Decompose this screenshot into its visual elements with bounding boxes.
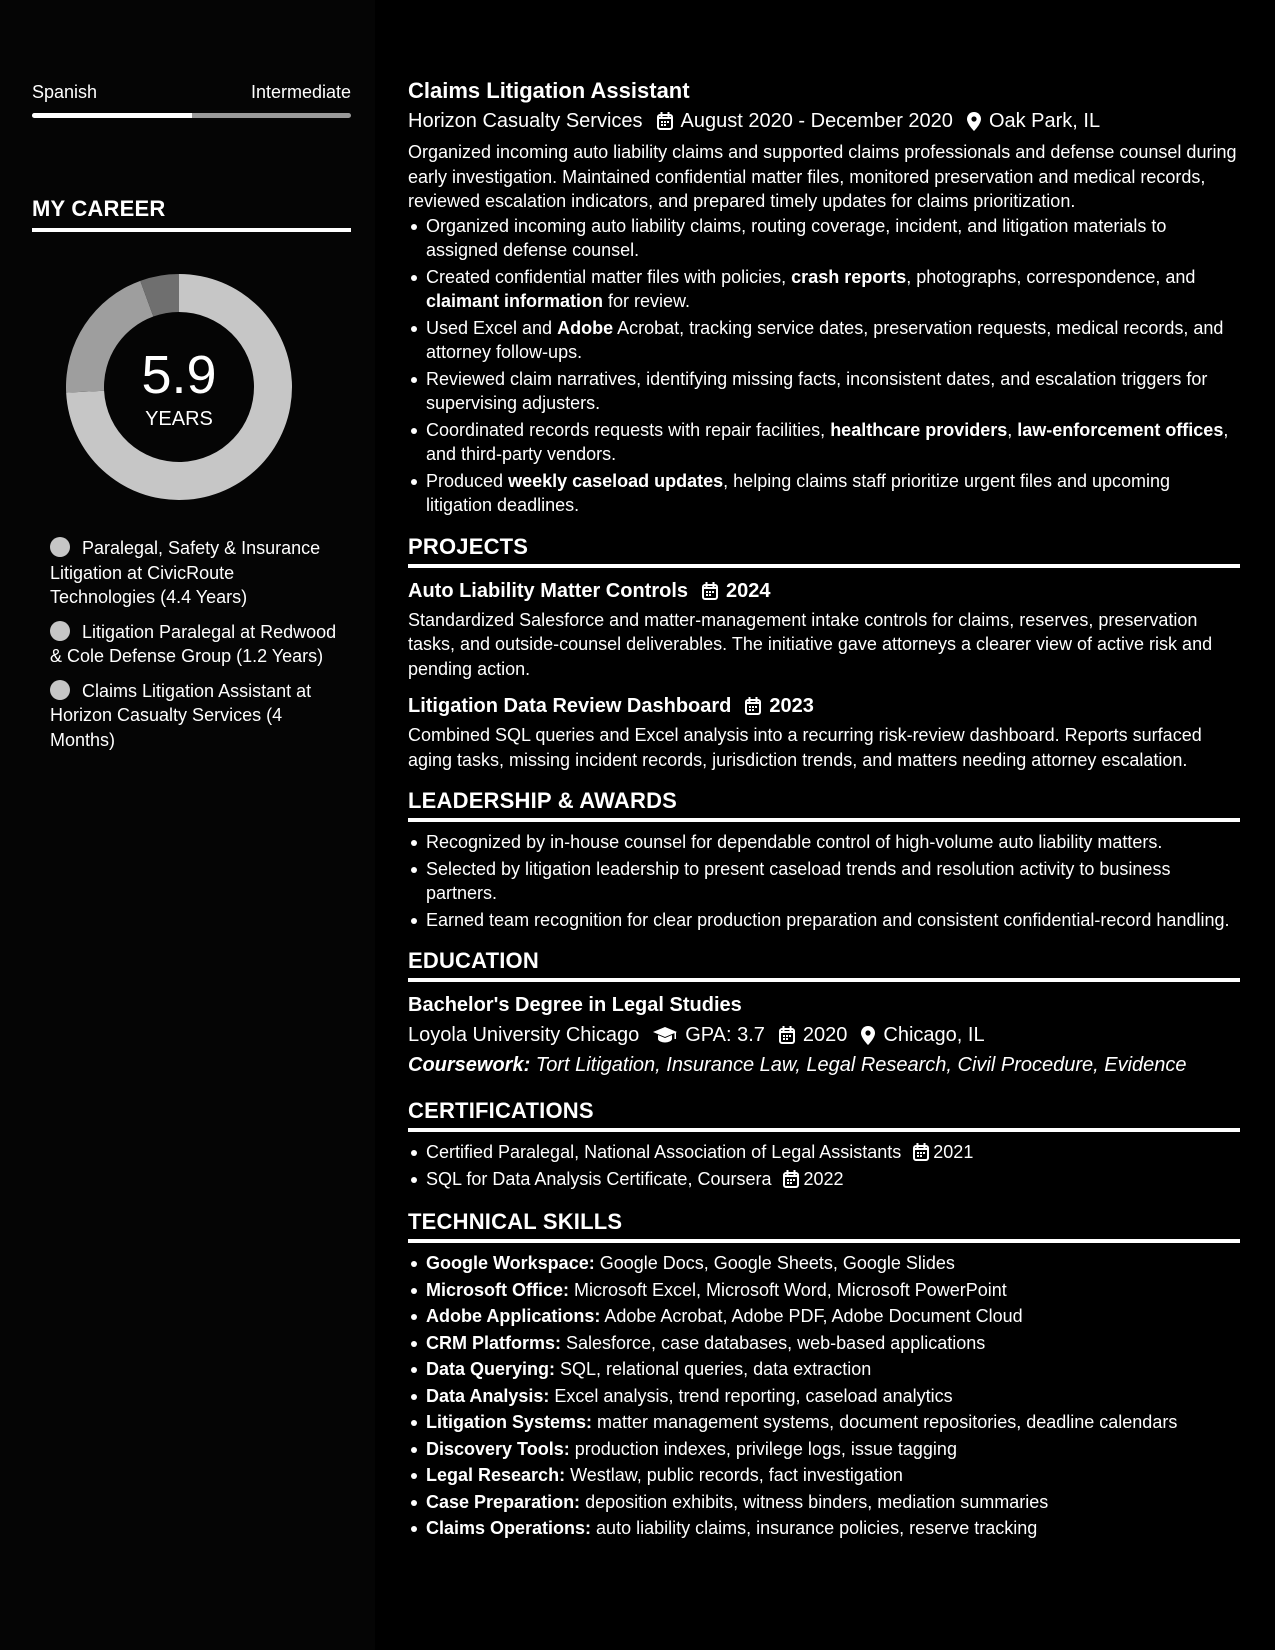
calendar-icon [783,1170,799,1188]
section-rule [408,1128,1240,1132]
education-heading: EDUCATION [408,948,539,973]
skills-heading: TECHNICAL SKILLS [408,1209,623,1234]
language-name: Spanish [32,82,98,102]
career-donut [66,274,292,500]
skill-item [426,1304,1240,1329]
job-bullet-text: Coordinated records requests with repair facilities, [426,419,831,440]
skill-value: matter management systems, document repositories, deadline calendars [592,1412,1178,1432]
job-summary: Organized incoming auto liability claims and supported claims professionals and defense counsel during early investigation. Maintained confidential matter files, monitored preservation and medical records, reviewed escalation indicators, and prepared timely updates for claims prioritization. [408,142,1237,211]
skill-item [426,1437,1240,1462]
degree-title: Bachelor's Degree in Legal Studies [408,994,742,1016]
job-dates: August 2020 - December 2020 [680,110,953,132]
skill-label: Discovery Tools: [426,1438,570,1459]
job-location: Oak Park, IL [988,110,1101,132]
job-bullet [426,367,1240,416]
skill-label: Legal Research: [426,1465,566,1485]
job-bullet-text: Organized incoming auto liability claims, routing coverage, incident, and litigation materials to assigned defense counsel. [426,215,1167,260]
project-year: 2024 [726,579,771,602]
bullet-dot-icon [50,680,70,700]
leadership-list [408,830,1240,932]
skill-label: Data Analysis: [426,1385,550,1406]
skill-item [426,1278,1240,1303]
skill-value: Adobe Acrobat, Adobe PDF, Adobe Document Cloud [600,1306,1023,1326]
project-description: Combined SQL queries and Excel analysis into a recurring risk-review dashboard. Reports surfaced aging tasks, missing incident records, jurisdiction trends, and matters needing attorney escalation. [408,725,1202,770]
job-bullet [426,214,1240,263]
project-title: Litigation Data Review Dashboard [408,695,732,717]
skill-label: Claims Operations: [426,1518,592,1538]
skill-label: Microsoft Office: [426,1279,570,1300]
skill-value: Microsoft Excel, Microsoft Word, Microsoft PowerPoint [569,1279,1007,1300]
job-meta [408,106,1240,136]
job-bullet [426,469,1240,518]
skill-value: Salesforce, case databases, web-based applications [561,1332,986,1353]
job-bullet [426,316,1240,365]
career-total-years: 5.9 [141,345,217,405]
skills-list [408,1251,1240,1541]
skill-item [426,1490,1240,1515]
certification-year: 2021 [933,1142,974,1162]
skill-item [426,1516,1240,1541]
career-item-text: Litigation Paralegal at Redwood & Cole Defense Group (1.2 Years) [50,621,337,666]
skill-value: production indexes, privilege logs, issue tagging [569,1438,957,1459]
sidebar [0,0,375,1650]
project-title-row [408,576,1240,606]
job-bullet-emphasis: claimant information [426,291,604,311]
calendar-icon [745,697,761,715]
leadership-item: Selected by litigation leadership to present caseload trends and resolution activity to business partners. [426,857,1240,906]
job-bullet [426,265,1240,314]
main-content [408,76,1240,1543]
calendar-icon [702,582,718,600]
skill-label: Data Querying: [426,1359,556,1379]
education-section [408,946,1240,1080]
job-bullet [426,418,1240,467]
certification-item [426,1140,1240,1165]
calendar-icon [779,1026,795,1044]
bullet-dot-icon [50,537,70,557]
skills-section [408,1207,1240,1541]
skill-item [426,1251,1240,1276]
job-bullet-text: , [1007,419,1018,440]
leadership-item: Earned team recognition for clear production preparation and consistent confidential-record handling. [426,908,1240,933]
skill-label: Litigation Systems: [426,1412,593,1432]
education-gpa: GPA: 3.7 [685,1024,765,1046]
job-bullet-emphasis: Adobe [557,317,614,338]
section-rule [408,1239,1240,1243]
certifications-list [408,1140,1240,1191]
certification-item [426,1167,1240,1192]
project-title-row [408,691,1240,721]
career-heading [32,196,351,232]
language-level: Intermediate [250,82,351,102]
job-bullet-text: Produced [426,470,509,491]
job-bullet-text: , helping claims staff prioritize urgent files and upcoming litigation deadlines. [426,470,1171,515]
skill-label: Adobe Applications: [426,1306,601,1326]
project-item [408,576,1240,682]
skill-value: deposition exhibits, witness binders, mediation summaries [580,1491,1049,1512]
skill-value: Westlaw, public records, fact investigation [565,1465,903,1485]
language-skill [32,82,351,122]
leadership-heading: LEADERSHIP & AWARDS [408,788,678,813]
coursework-list: Tort Litigation, Insurance Law, Legal Research, Civil Procedure, Evidence [530,1054,1187,1076]
section-rule [408,818,1240,822]
job-bullet-text: , and third-party vendors. [426,419,1229,464]
career-item [50,536,340,610]
job-bullet-emphasis: law-enforcement offices [1017,419,1224,440]
career-heading-text: MY CAREER [32,196,166,221]
graduation-cap-icon [653,1026,677,1044]
project-item [408,691,1240,772]
job-bullet-text: , photographs, correspondence, and [906,266,1196,287]
school-name: Loyola University Chicago [408,1024,640,1046]
career-item [50,679,340,753]
skill-value: Google Docs, Google Sheets, Google Slides [594,1253,955,1273]
skill-item [426,1357,1240,1382]
skill-value: Excel analysis, trend reporting, caseload analytics [549,1385,953,1406]
career-heading-rule [32,228,351,232]
skill-label: Case Preparation: [426,1491,581,1512]
leadership-item: Recognized by in-house counsel for dependable control of high-volume auto liability matters. [426,830,1240,855]
job-bullet-text: Reviewed claim narratives, identifying missing facts, inconsistent dates, and escalation triggers for supervising adjusters. [426,368,1208,413]
skill-item [426,1463,1240,1488]
bullet-dot-icon [50,621,70,641]
job-bullet-text: Used Excel and [426,317,558,338]
projects-section [408,532,1240,773]
job-bullet-text: Acrobat, tracking service dates, preservation requests, medical records, and attorney follow-ups. [426,317,1224,362]
coursework [408,1050,1240,1080]
skill-item [426,1331,1240,1356]
education-year: 2020 [802,1024,848,1046]
location-pin-icon [967,112,981,131]
skill-value: auto liability claims, insurance policies, reserve tracking [591,1518,1038,1538]
skill-item [426,1384,1240,1409]
job-bullet-emphasis: crash reports [791,266,907,287]
coursework-label: Coursework: [408,1054,531,1076]
language-proficiency-bar [32,113,351,118]
education-meta [408,1020,1240,1050]
leadership-section [408,786,1240,932]
job-bullets [408,214,1240,518]
job-bullet-text: for review. [603,291,691,311]
career-item-text: Paralegal, Safety & Insurance Litigation at CivicRoute Technologies (4.4 Years) [50,538,321,607]
certification-name: Certified Paralegal, National Association of Legal Assistants [426,1142,902,1162]
job-company: Horizon Casualty Services [408,110,643,132]
career-item [50,620,340,669]
job-bullet-emphasis: weekly caseload updates [508,470,724,491]
career-item-text: Claims Litigation Assistant at Horizon Casualty Services (4 Months) [50,680,312,750]
education-location: Chicago, IL [883,1024,985,1046]
location-pin-icon [861,1026,875,1045]
project-title: Auto Liability Matter Controls [408,579,688,602]
project-description: Standardized Salesforce and matter-management intake controls for claims, reserves, preservation tasks, and outside-counsel deliverables. The initiative gave attorneys a clearer view of active risk and pending action. [408,609,1213,679]
skill-item [426,1410,1240,1435]
certifications-section [408,1096,1240,1191]
job-bullet-text: Created confidential matter files with policies, [426,266,792,287]
career-list [50,536,340,762]
skill-value: SQL, relational queries, data extraction [555,1359,872,1379]
certifications-heading: CERTIFICATIONS [408,1098,594,1123]
certification-year: 2022 [803,1168,844,1189]
job-title: Claims Litigation Assistant [408,78,690,103]
certification-name: SQL for Data Analysis Certificate, Coursera [426,1168,772,1189]
section-rule [408,978,1240,982]
project-year: 2023 [769,695,814,717]
experience-entry [408,76,1240,518]
skill-label: Google Workspace: [426,1253,595,1273]
skill-label: CRM Platforms: [426,1332,562,1353]
calendar-icon [657,112,673,130]
career-total-unit: YEARS [145,408,213,430]
career-donut-center [66,274,292,500]
section-rule [408,564,1240,568]
language-proficiency-fill [32,113,192,118]
job-bullet-emphasis: healthcare providers [830,419,1008,440]
projects-heading: PROJECTS [408,533,529,559]
calendar-icon [913,1143,929,1161]
